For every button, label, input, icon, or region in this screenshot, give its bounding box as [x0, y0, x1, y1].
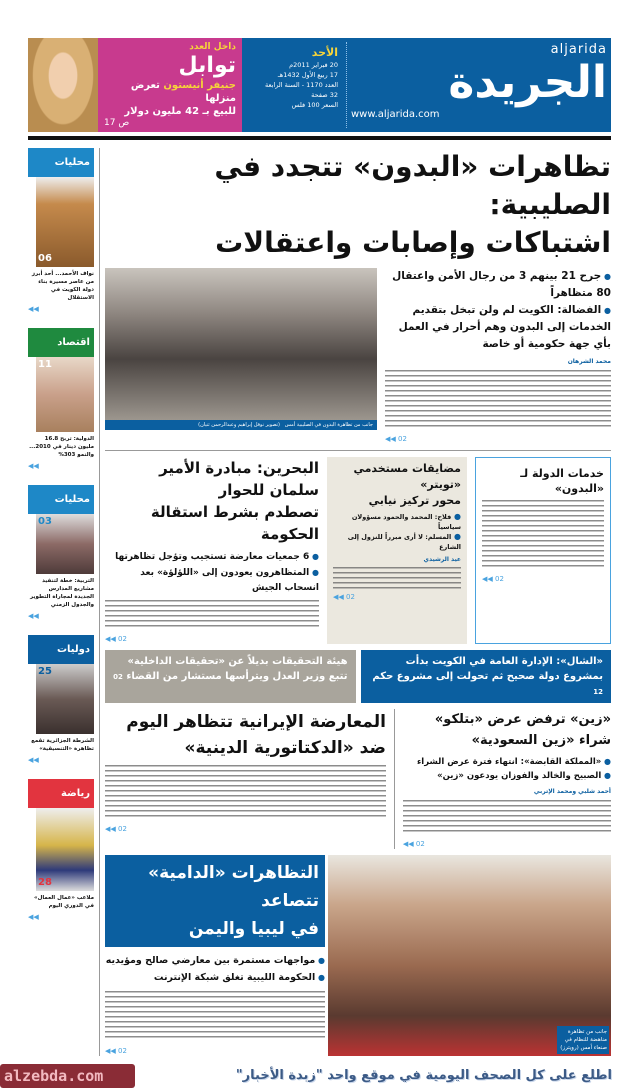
page-number: 06 [38, 253, 52, 264]
bahrain-story [105, 457, 319, 644]
supplement-brand: توابل [178, 53, 236, 78]
lead-body-text [385, 370, 611, 430]
lead-photo-block [105, 268, 377, 444]
ref-page: 02 [118, 825, 127, 833]
third-row [105, 709, 611, 849]
promo-text [98, 38, 242, 132]
ref-page: 12 [593, 688, 603, 696]
promo-name: جنيفر أنيستون [163, 80, 236, 91]
page-number: 03 [38, 516, 52, 527]
ref-page: 02 [118, 1047, 127, 1055]
twitter-body-text [333, 567, 461, 589]
bedoon-services-box[interactable] [475, 457, 611, 644]
caption-text: جانب من تظاهرة البدون في الصليبية أمس [284, 422, 373, 428]
bullet: ● المسلم: لا أرى مبرراً للنزول إلى الشارع [333, 532, 461, 552]
libya-yemen-headline[interactable] [105, 855, 325, 947]
zain-byline: أحمد شلبي ومحمد الإتربي [533, 788, 611, 795]
bullet: ● فلاح: المحمد والحمود مسؤولان سياسياً [333, 512, 461, 532]
sidebar-caption[interactable]: الدولية: تربح 16.8 مليون دينار في 2010... والنمو 303% [29, 436, 94, 458]
sidebar-section-header[interactable]: رياضة [28, 779, 94, 808]
lead-byline: محمد الشرهان [567, 358, 611, 365]
lead-bullet: ● الفضالة: الكويت لم ولن تبخل بتقديم الخدمات إلى البدون وهم أحرار في العمل بأي جهة حكومية أو خاصة [385, 302, 611, 353]
sidebar-section-header[interactable]: محليات [28, 148, 94, 177]
ref-page: 02 [415, 840, 425, 848]
continued-ref[interactable]: ◀◀ 02 [105, 635, 127, 643]
promo-photo [28, 38, 98, 132]
headline-line: البحرين: مبادرة الأمير سلمان للحوار [159, 459, 319, 499]
libya-bullets [105, 952, 325, 986]
continued-ref[interactable]: ◀◀ 02 [105, 1047, 127, 1055]
main-column [105, 148, 611, 1056]
sidebar-photo[interactable] [36, 514, 94, 574]
iran-story [105, 709, 386, 849]
sidebar-caption[interactable]: التربية: خطة لتنفيذ مشاريع المدارس الجديدة لمجاراة التطوير والجدول الزمني [30, 578, 94, 608]
lead-bullet: ● جرح 21 بينهم 3 من رجال الأمن واعتقال 80 متظاهراً [385, 268, 611, 302]
second-row [105, 457, 611, 644]
investigations-banner[interactable] [105, 650, 356, 703]
sidebar-caption[interactable]: نواف الأحمد... أحد أبرز من عاصر مسيرة بناء دولة الكويت في الاستقلال [31, 271, 94, 301]
sidebar-section-header[interactable]: اقتصاد [28, 328, 94, 357]
page-number: 28 [38, 877, 52, 888]
more-arrow-icon[interactable]: ◀◀ [28, 913, 39, 921]
issue-number: العدد 1170 - السنة الرابعة [264, 81, 338, 89]
lead-photo-caption [105, 420, 377, 430]
bedoon-services-body [482, 500, 604, 570]
footer [0, 1064, 632, 1092]
yemen-protest-photo[interactable] [328, 855, 611, 1056]
sidebar-photo[interactable] [36, 177, 94, 267]
libya-yemen-story [105, 855, 325, 1056]
sidebar-caption[interactable]: ملاعب «عمال العمال» في الدوري اليوم [34, 895, 94, 909]
zain-story [403, 709, 611, 849]
sidebar-caption[interactable]: الشرطة الجزائرية تقمع تظاهرة «التنسيقية» [31, 738, 94, 752]
logo-block [351, 42, 607, 128]
lead-text-column [385, 268, 611, 444]
logo-latin: aljarida [550, 42, 607, 57]
ref-page: 02 [113, 673, 123, 681]
promo-line-1-rest: تعرض منزلها [130, 80, 236, 104]
photo-credit: (تصوير نوفل إبراهيم وعبدالرحمن ثنيان) [198, 422, 280, 428]
lead-headline[interactable] [105, 148, 611, 262]
issue-meta [246, 42, 342, 128]
twitter-headline [333, 461, 461, 509]
headline-line: محور تركيز نيابي [368, 494, 461, 507]
ref-page: 02 [495, 575, 504, 583]
headline-line: المعارضة الإيرانية تتظاهر اليوم [126, 712, 386, 732]
sidebar-section-header[interactable]: محليات [28, 485, 94, 514]
headline-line: تصطدم بشرط استقالة الحكومة [150, 503, 319, 543]
continued-ref: ◀◀ 02 [333, 593, 355, 601]
page-number: 25 [38, 666, 52, 677]
sidebar [28, 148, 94, 1056]
issue-hijri-date: 17 ربيع الأول 1432هـ [277, 71, 338, 79]
headline-line: في ليبيا واليمن [188, 919, 319, 939]
divider [394, 709, 395, 849]
ref-page: 02 [118, 635, 127, 643]
promo-page: ص 17 [104, 118, 130, 128]
page-number: 11 [38, 359, 52, 370]
bahrain-body-text [105, 600, 319, 630]
headline-line: التظاهرات «الدامية» تتصاعد [148, 863, 319, 911]
banner-text: «الشال»: الإدارة العامة في الكويت بدأت بمشروع دولة صحيح ثم تحولت إلى مشروع حكم [372, 656, 603, 682]
twitter-byline: عيد الرشيدي [423, 556, 461, 563]
bullet: ● 6 جمعيات معارضة تستجيب وتؤجل تظاهرتها [105, 549, 319, 565]
issue-day: الأحد [311, 46, 338, 59]
shall-banner[interactable] [361, 650, 612, 703]
promo-line-1 [104, 79, 236, 105]
alzebda-site-link[interactable]: alzebda.com [0, 1064, 135, 1088]
lead-story [105, 268, 611, 444]
masthead-divider [346, 42, 347, 128]
iran-body-text [105, 765, 386, 820]
banners-row [105, 650, 611, 703]
more-arrow-icon[interactable]: ◀◀ [28, 612, 39, 620]
bullet: ● الصبيح والخالد والفوزان يودعون «زين» [403, 769, 611, 783]
bullet: ● الحكومة الليبية تغلق شبكة الإنترنت [105, 969, 325, 986]
continued-ref[interactable]: ◀◀ 02 [402, 840, 425, 848]
banner-text: هيئة التحقيقات بديلاً عن «تحقيقات الداخلية» تتبع وزير العدل ويترأسها مستشار من القضاء [126, 656, 348, 682]
zain-bullets [403, 755, 611, 783]
issue-price: السعر 100 فلس [291, 101, 338, 109]
issue-pages: 32 صفحة [311, 91, 338, 99]
more-arrow-icon[interactable]: ◀◀ [28, 462, 39, 470]
zain-body-text [403, 800, 611, 835]
masthead [242, 38, 611, 132]
lead-bullets [385, 268, 611, 353]
sidebar-photo[interactable] [36, 357, 94, 432]
sidebar-photo[interactable] [36, 664, 94, 734]
more-arrow-icon[interactable]: ◀◀ [28, 305, 39, 313]
headline-line: مضايقات مستخدمي «تويتر» [353, 462, 461, 491]
divider [105, 450, 611, 451]
page-header [28, 38, 611, 132]
continued-ref: ◀◀ 02 [482, 575, 504, 583]
twitter-story-box[interactable] [327, 457, 467, 644]
website-link[interactable]: www.aljarida.com [351, 109, 440, 120]
continued-ref[interactable]: ◀◀ 02 [105, 825, 127, 833]
bahrain-headline[interactable] [105, 457, 319, 545]
fourth-row [105, 855, 611, 1056]
twitter-bullets [333, 512, 461, 552]
bullet: ● «المملكة القابضة»: انتهاء فترة عرض الشراء [403, 755, 611, 769]
lead-headline-line-2: اشتباكات وإصابات واعتقالات [215, 226, 611, 259]
sidebar-photo[interactable] [36, 808, 94, 891]
iran-headline[interactable] [105, 709, 386, 761]
page-content [28, 148, 611, 1056]
masthead-rule [28, 136, 611, 140]
libya-body-text [105, 991, 325, 1041]
ref-page: 02 [398, 435, 407, 443]
bahrain-bullets [105, 549, 319, 596]
promo-line-2: للبيع بـ 42 مليون دولار [124, 106, 236, 117]
issue-date: 20 فبراير 2011م [289, 61, 338, 69]
bullet: ● المتظاهرون يعودون إلى «اللؤلؤة» بعد انسحاب الجيش [105, 565, 319, 596]
sidebar-section-header[interactable]: دوليات [28, 635, 94, 664]
zain-headline[interactable]: «زين» ترفض عرض «بتلكو» شراء «زين السعودية» [434, 712, 611, 748]
footer-slogan: اطلع على كل الصحف اليومية في موقع واحد "زبدة الأخبار" [235, 1068, 612, 1083]
bedoon-services-headline: خدمات الدولة لـ «البدون» [520, 467, 604, 495]
photo-caption: جانب من تظاهرة مناهضة للنظام في صنعاء أمس (رويترز) [557, 1026, 609, 1054]
sidebar-divider [99, 148, 100, 1056]
ref-page: 02 [346, 593, 355, 601]
touabel-promo-ad[interactable] [28, 38, 242, 132]
continued-ref[interactable]: ◀◀ 02 [385, 435, 407, 443]
bullet: ● مواجهات مستمرة بين معارضي صالح ومؤيديه [105, 952, 325, 969]
lead-headline-line-1: تظاهرات «البدون» تتجدد في الصليبية: [214, 150, 611, 221]
headline-line: ضد «الدكتاتورية الدينية» [184, 738, 386, 758]
more-arrow-icon[interactable]: ◀◀ [28, 756, 39, 764]
newspaper-logo: الجريدة [448, 57, 607, 108]
lead-photo[interactable] [105, 268, 377, 420]
inside-issue-label: داخل العدد [189, 42, 236, 52]
